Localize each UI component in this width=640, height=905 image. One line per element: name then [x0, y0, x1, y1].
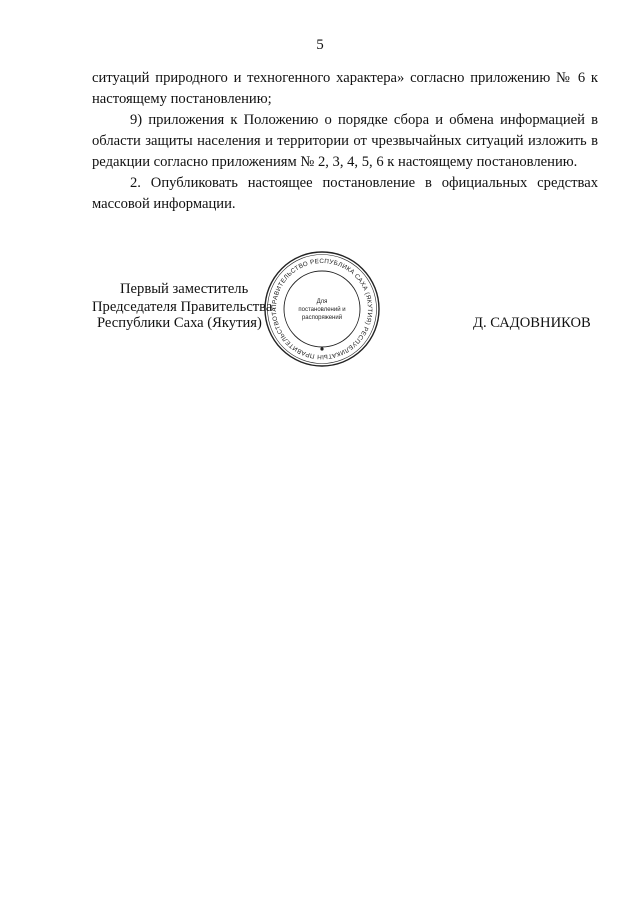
document-body: [92, 68, 598, 215]
seal-ring-text: ПРАВИТЕЛЬСТВО РЕСПУБЛИКА САХА (ЯКУТИЯ) РЕСПУБЛИКАТЫН ПРАВИТЕЛЬСТВОТА: [270, 257, 374, 361]
paragraph-continuation: ситуаций природного и техногенного характера» согласно приложению № 6 к настоящему постановлению;: [92, 70, 598, 107]
seal-center-line3: распоряжений: [301, 315, 343, 321]
seal-center-line1: Для: [316, 299, 328, 305]
paragraph-item-2-publish: 2. Опубликовать настоящее постановление в официальных средствах массовой информации.: [92, 175, 598, 212]
signatory-title-line2: Председателя Правительства: [92, 299, 273, 315]
signatory-title-line1: Первый заместитель: [120, 281, 249, 297]
page-number: 5: [316, 37, 324, 53]
paragraph-item-9: 9) приложения к Положению о порядке сбора и обмена информацией в области защиты населения и территории от чрезвычайных ситуаций изложить в редакции согласно приложениям № 2, 3, 4, 5, 6 к настоящему постановлению.: [92, 112, 598, 170]
official-seal-stamp: [262, 249, 382, 369]
signatory-title-line3: Республики Саха (Якутия): [97, 315, 262, 331]
signatory-name: Д. САДОВНИКОВ: [473, 315, 591, 331]
seal-center-line2: постановлений и: [298, 307, 346, 313]
seal-star-icon: [320, 347, 323, 350]
